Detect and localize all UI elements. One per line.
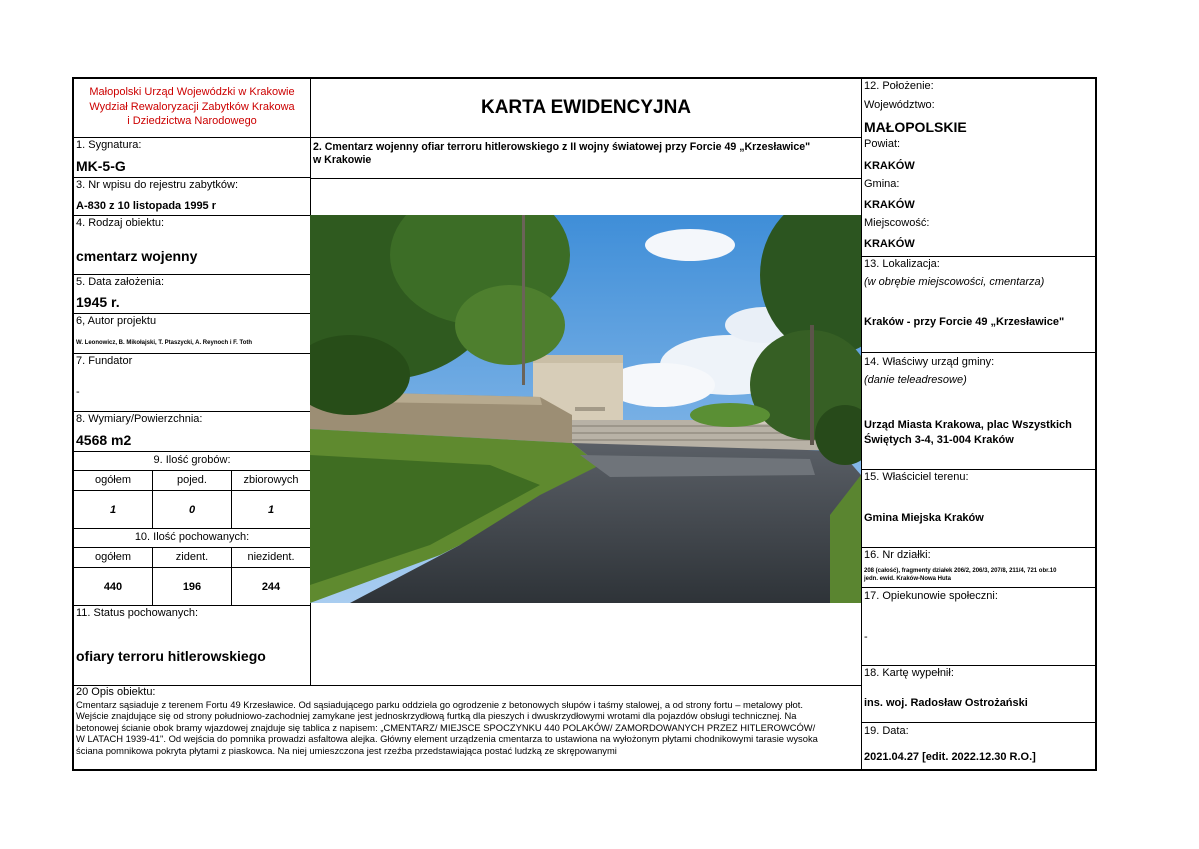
graves-header-collective	[231, 470, 310, 490]
buried-title-cell	[74, 528, 310, 547]
buried-value-identified	[152, 567, 231, 605]
graves-header-single-text: pojed.	[177, 474, 207, 486]
graves-value-total-text: 1	[109, 504, 117, 516]
office-cell	[861, 352, 1097, 469]
size-cell	[74, 411, 310, 451]
signature-label: 1. Sygnatura:	[76, 139, 142, 151]
office-value-line-2: Świętych 3-4, 31-004 Kraków	[864, 434, 1014, 446]
description-line-5: ściana pomnikowa pokryta płytami z piaskowca. Na niej umieszczona jest rzeźba przedstawiająca postać ludzką ze skrępowanymi	[76, 744, 617, 756]
graves-title-cell	[74, 451, 310, 470]
graves-value-collective-text: 1	[267, 504, 275, 516]
filled-by-label: 18. Kartę wypełnił:	[864, 667, 954, 679]
plot-value-line-2: jedn. ewid. Kraków-Nowa Huta	[864, 576, 952, 582]
owner-value: Gmina Miejska Kraków	[864, 512, 984, 524]
type-label: 4. Rodzaj obiektu:	[76, 217, 165, 229]
county-label: Powiat:	[864, 138, 901, 150]
guardians-cell	[861, 587, 1097, 665]
buried-value-total	[74, 567, 152, 605]
page-title: KARTA EWIDENCYJNA	[480, 97, 692, 118]
plot-cell	[861, 547, 1097, 587]
type-cell	[74, 215, 310, 274]
office-line-3: i Dziedzictwa Narodowego	[127, 115, 257, 127]
plot-value-line-1: 208 (całość), fragmenty działek 206/2, 206/3, 207/8, 211/4, 721 obr.10	[864, 568, 1057, 574]
description-line-3: betonowej ścianie obok bramy wjazdowej znajduje się tablica z napisem: „CMENTARZ/ MIEJSCE SPOCZYNKU 440 POLAKÓW/ ZAMORDOWANYCH PRZEZ HITLEROWCÓW/	[76, 721, 816, 733]
size-value: 4568 m2	[76, 432, 132, 448]
buried-header-identified	[152, 547, 231, 567]
location-label: 12. Położenie:	[864, 80, 934, 92]
register-value: A-830 z 10 listopada 1995 r	[76, 200, 217, 212]
description-line-4: W LATACH 1939-41". Od wejścia do pomnika prowadzi asfaltowa alejka. Główny element urządzenia cmentarza to ustawiona na wyłożonym płytami chodnikowymi tarasie wysoka	[76, 733, 818, 745]
buried-header-total	[74, 547, 152, 567]
author-label: 6, Autor projektu	[76, 315, 157, 327]
description-line-1: Cmentarz sąsiaduje z terenem Fortu 49 Krzesławice. Od sąsiadującego parku oddziela go ogrodzenie z betonowych słupów i taśmy stalowej, a od strony fortu – metalowy płot.	[76, 699, 803, 710]
status-label: 11. Status pochowanych:	[76, 607, 199, 619]
buried-value-identified-text: 196	[182, 581, 202, 593]
buried-label: 10. Ilość pochowanych:	[134, 531, 250, 543]
buried-header-unidentified	[231, 547, 310, 567]
cemetery-photo	[310, 215, 861, 603]
object-name-cell	[310, 137, 861, 178]
register-label: 3. Nr wpisu do rejestru zabytków:	[76, 179, 239, 191]
type-value: cmentarz wojenny	[76, 248, 198, 264]
guardians-value: -	[864, 631, 868, 643]
object-name-line-2: w Krakowie	[313, 154, 372, 166]
founder-cell	[74, 353, 310, 411]
graves-label: 9. Ilość grobów:	[153, 454, 231, 466]
filled-by-cell	[861, 665, 1097, 722]
register-cell	[74, 177, 310, 215]
locality-value: KRAKÓW	[864, 238, 915, 250]
buried-header-total-text: ogółem	[94, 551, 132, 563]
signature-value: MK-5-G	[76, 158, 126, 174]
description-line-2: Wejście znajdujące się od strony południowo-zachodniej zamykane jest jednoskrzydłową furtką dla pieszych i dwuskrzydłowymi wrotami dla pojazdów obsługi technicznej. Na	[76, 710, 797, 722]
localization-cell	[861, 256, 1097, 352]
voivodeship-value: MAŁOPOLSKIE	[864, 119, 967, 135]
graves-value-single	[152, 490, 231, 528]
graves-value-single-text: 0	[188, 504, 196, 516]
buried-value-unidentified	[231, 567, 310, 605]
filled-by-value: ins. woj. Radosław Ostrożański	[864, 697, 1028, 709]
guardians-label: 17. Opiekunowie społeczni:	[864, 590, 998, 602]
founded-cell	[74, 274, 310, 313]
size-label: 8. Wymiary/Powierzchnia:	[76, 413, 203, 425]
locality-label: Miejscowość:	[864, 217, 930, 229]
graves-header-collective-text: zbiorowych	[243, 474, 299, 486]
office-line-2: Wydział Rewaloryzacji Zabytków Krakowa	[89, 101, 295, 113]
commune-value: KRAKÓW	[864, 199, 915, 211]
status-value: ofiary terroru hitlerowskiego	[76, 648, 266, 664]
commune-label: Gmina:	[864, 178, 900, 190]
signature-cell	[74, 137, 310, 177]
buried-value-unidentified-text: 244	[261, 581, 281, 593]
office-label: 14. Właściwy urząd gminy:	[864, 356, 995, 368]
graves-value-total	[74, 490, 152, 528]
date-label: 19. Data:	[864, 725, 909, 737]
title-cell	[310, 79, 861, 138]
date-value: 2021.04.27 [edit. 2022.12.30 R.O.]	[864, 751, 1036, 763]
founded-label: 5. Data założenia:	[76, 276, 165, 288]
location-cell	[861, 79, 1097, 256]
graves-header-total-text: ogółem	[94, 474, 132, 486]
office-header	[74, 79, 310, 138]
description-text	[76, 699, 858, 756]
voivodeship-label: Województwo:	[864, 99, 935, 111]
county-value: KRAKÓW	[864, 160, 915, 172]
graves-header-total	[74, 470, 152, 490]
graves-header-single	[152, 470, 231, 490]
buried-header-unidentified-text: niezident.	[247, 551, 295, 563]
date-cell	[861, 722, 1097, 771]
object-name-line-1: 2. Cmentarz wojenny ofiar terroru hitlerowskiego z II wojny światowej przy Forcie 49 „Krzesławice"	[313, 141, 811, 153]
office-hint: (danie teleadresowe)	[864, 374, 967, 386]
office-value-line-1: Urząd Miasta Krakowa, plac Wszystkich	[864, 419, 1072, 431]
founded-value: 1945 r.	[76, 294, 120, 310]
graves-value-collective	[231, 490, 310, 528]
buried-header-identified-text: zident.	[175, 551, 209, 563]
founder-value: -	[76, 386, 80, 398]
office-line-1: Małopolski Urząd Wojewódzki w Krakowie	[89, 86, 295, 98]
author-cell	[74, 313, 310, 353]
localization-label: 13. Lokalizacja:	[864, 258, 940, 270]
founder-label: 7. Fundator	[76, 355, 133, 367]
plot-label: 16. Nr działki:	[864, 549, 931, 561]
buried-value-total-text: 440	[103, 581, 123, 593]
localization-hint: (w obrębie miejscowości, cmentarza)	[864, 276, 1045, 288]
status-cell	[74, 605, 310, 685]
localization-value: Kraków - przy Forcie 49 „Krzesławice"	[864, 316, 1065, 328]
record-card	[72, 77, 1097, 771]
owner-cell	[861, 469, 1097, 547]
author-value: W. Leonowicz, B. Mikołajski, T. Ptaszycki, A. Reynoch i F. Toth	[76, 340, 253, 346]
owner-label: 15. Właściciel terenu:	[864, 471, 969, 483]
description-label: 20 Opis obiektu:	[76, 686, 156, 698]
